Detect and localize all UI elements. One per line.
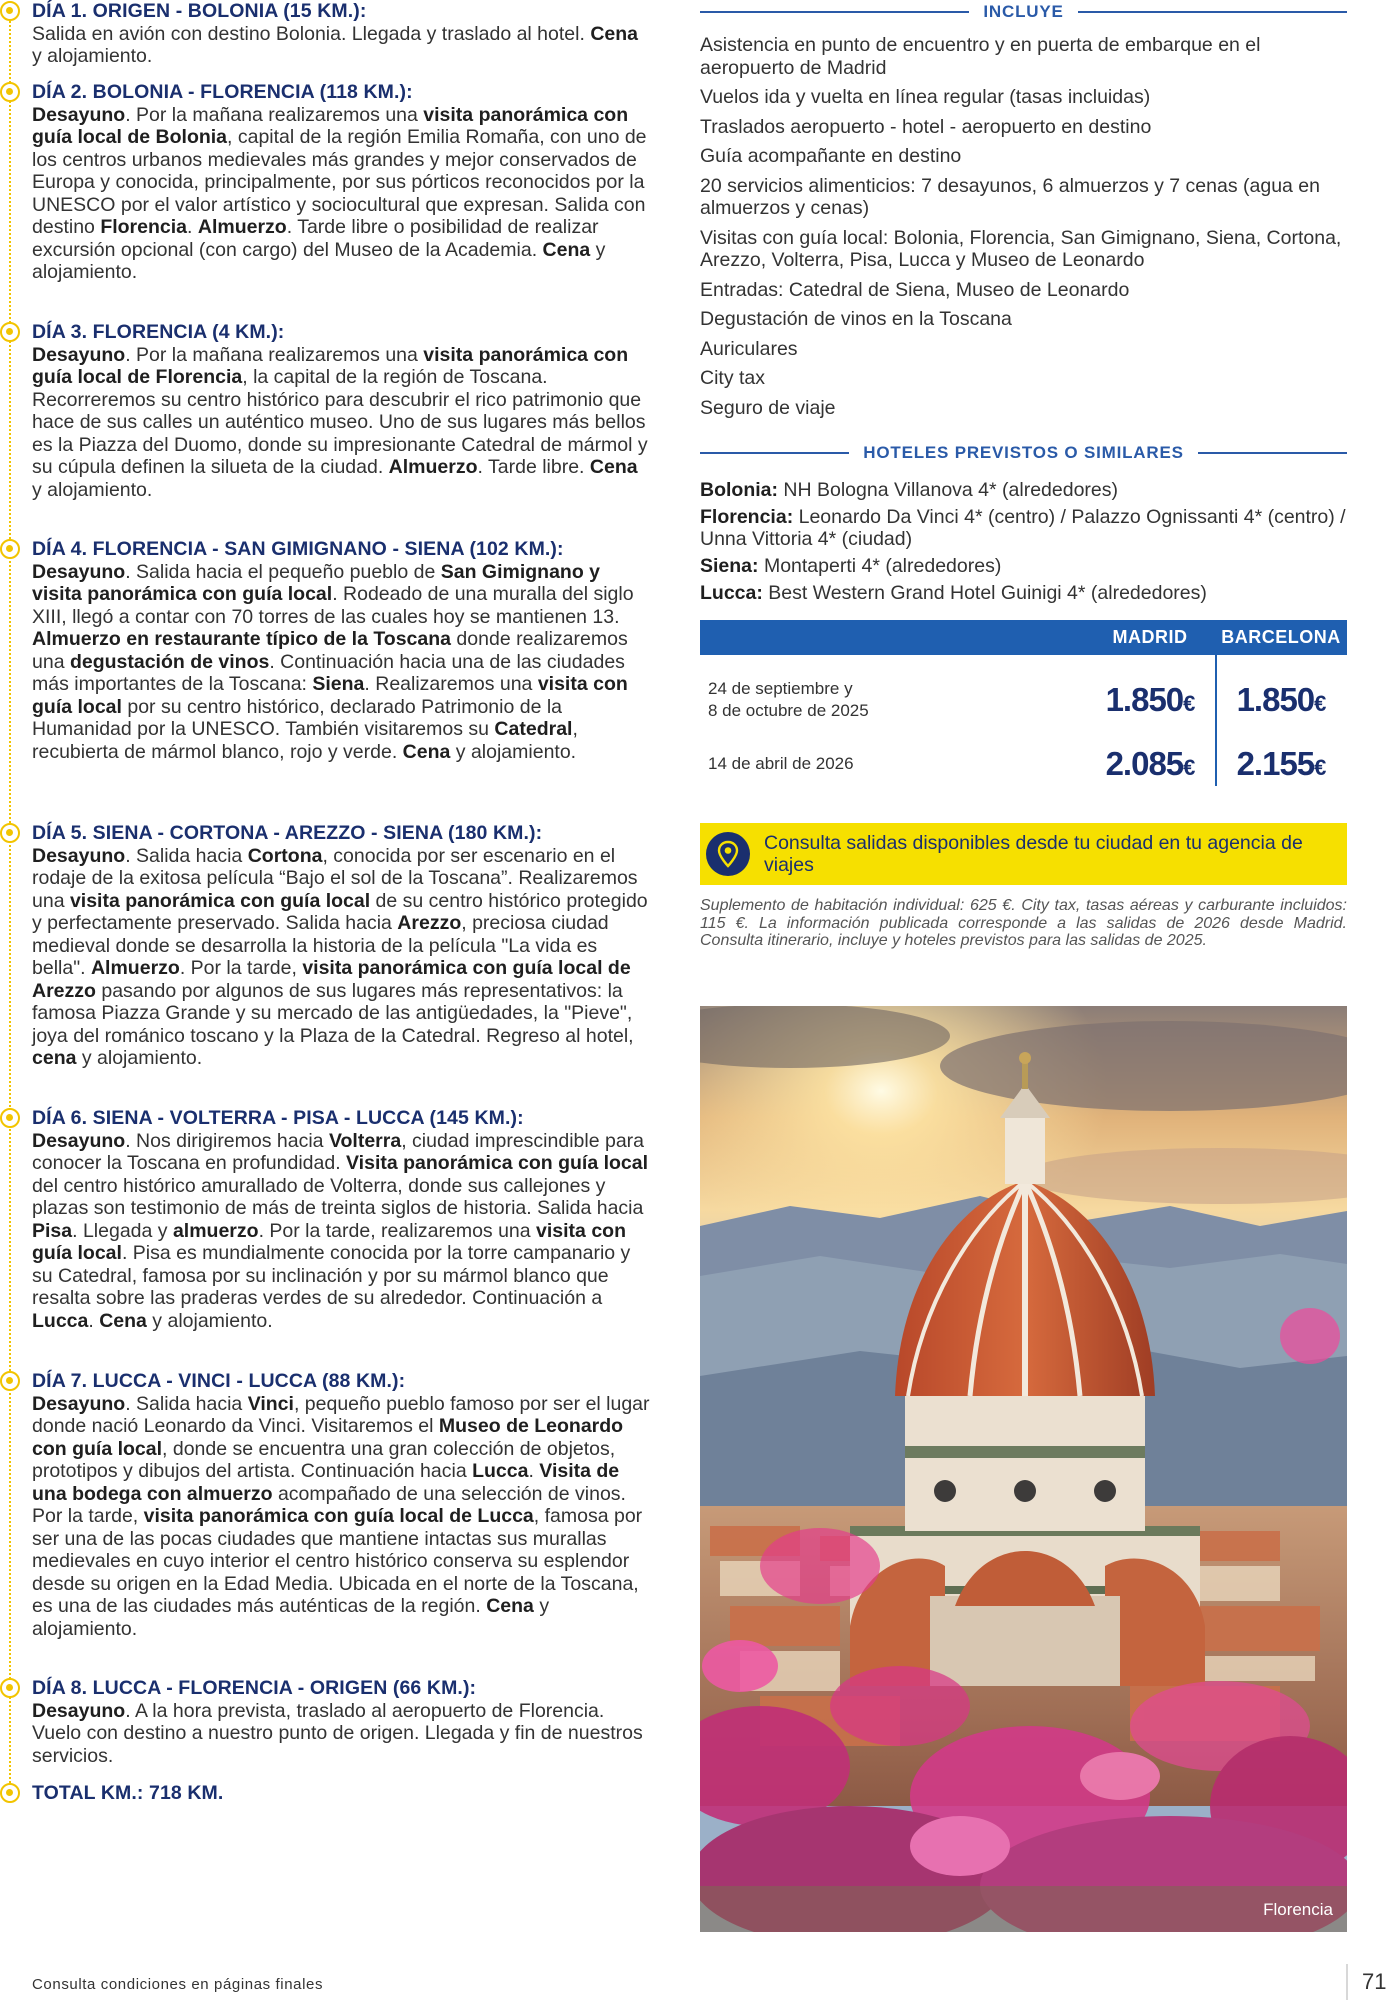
day-text: . Por la mañana realizaremos una xyxy=(125,103,424,126)
day-text: y alojamiento. xyxy=(32,478,153,501)
day-text: y alojamiento. xyxy=(76,1047,203,1069)
day-text: , preciosa ciudad medieval donde se desarrolla la historia de la película "La vida es bella". xyxy=(32,912,609,979)
hotel-item xyxy=(700,582,1347,604)
day-text-bold: Almuerzo xyxy=(388,456,478,478)
info-column xyxy=(700,0,1347,1919)
day-text-bold: visita con guía local xyxy=(32,673,628,718)
florence-duomo-photo xyxy=(700,1006,1347,1932)
day-text: . Tarde libre. xyxy=(477,456,590,478)
day-text-bold: Almuerzo xyxy=(197,216,287,238)
day-2 xyxy=(0,81,655,284)
day-text: . xyxy=(88,1309,100,1332)
column-barcelona: BARCELONA xyxy=(1221,627,1341,647)
price-date: 14 de abril de 2026 xyxy=(708,754,854,773)
incluye-item: Degustación de vinos en la Toscana xyxy=(700,308,1012,330)
day-marker-icon xyxy=(0,82,20,102)
incluye-item: Auriculares xyxy=(700,337,798,360)
day-text-bold: Desayuno xyxy=(32,1699,126,1722)
price-barcelona: 2.155€ xyxy=(1236,745,1327,782)
hotel-city: Lucca: xyxy=(700,582,763,604)
day-description xyxy=(32,104,652,284)
price-row xyxy=(700,733,1347,795)
incluye-item: Vuelos ida y vuelta en línea regular (tasas incluidas) xyxy=(700,86,1151,108)
day-text-bold: Desayuno xyxy=(32,1392,126,1415)
day-text: . xyxy=(187,216,198,238)
hoteles-heading-label: HOTELES PREVISTOS O SIMILARES xyxy=(863,443,1184,462)
day-text: . Llegada y xyxy=(72,1219,173,1242)
price-barcelona: 1.850€ xyxy=(1236,681,1327,718)
consulta-banner xyxy=(700,823,1347,885)
incluye-item: Traslados aeropuerto - hotel - aeropuerto en destino xyxy=(700,115,1152,138)
day-title: DÍA 6. SIENA - VOLTERRA - PISA - LUCCA (145 KM.): xyxy=(32,1107,524,1129)
total-km-label: TOTAL KM.: 718 KM. xyxy=(32,1782,224,1804)
day-marker-icon xyxy=(0,539,20,559)
day-text-bold: Almuerzo en restaurante típico de la Toscana xyxy=(32,628,452,650)
day-text-bold: visita panorámica con guía local de Arezzo xyxy=(32,957,631,1002)
price-madrid: 1.850€ xyxy=(1105,681,1196,718)
hotel-city: Bolonia: xyxy=(700,479,778,501)
day-text: donde realizaremos una xyxy=(32,628,628,673)
day-text: . Continuación hacia una de las ciudades más importantes de la Toscana: xyxy=(32,650,625,695)
day-4 xyxy=(0,538,655,763)
price-column-divider xyxy=(1215,655,1217,786)
photo-caption: Florencia xyxy=(1263,1900,1333,1919)
incluye-item: City tax xyxy=(700,367,766,389)
incluye-heading-label: INCLUYE xyxy=(983,2,1064,21)
day-text-bold: Florencia xyxy=(100,216,188,238)
day-1 xyxy=(0,0,655,68)
day-marker-icon xyxy=(0,1,20,21)
day-text-bold: Lucca xyxy=(472,1460,529,1482)
price-date: 24 de septiembre y 8 de octubre de 2025 xyxy=(708,679,869,720)
day-text-bold: Visita panorámica con guía local xyxy=(346,1152,649,1174)
day-text: acompañado de una selección de vinos. Por la tarde, xyxy=(32,1482,626,1527)
day-marker-icon xyxy=(0,1783,20,1803)
day-text: , pequeño pueblo famoso por ser el lugar donde nació Leonardo da Vinci. Visitaremos el xyxy=(32,1392,650,1437)
incluye-item: Entradas: Catedral de Siena, Museo de Leonardo xyxy=(700,278,1130,301)
day-description xyxy=(32,1393,652,1641)
incluye-item: Guía acompañante en destino xyxy=(700,145,962,167)
day-text-bold: Arezzo xyxy=(397,912,462,934)
day-text: , capital de la región Emilia Romaña, con uno de los centros urbanos medievales más grandes y mejor conservados de Europa y conocida, principalmente, por sus pórticos reconocidos por la UNESCO por el valor artístico y sociocultural que expresan. Salida con destino xyxy=(32,126,647,238)
day-text: . Tarde libre o posibilidad de realizar excursión opcional (con cargo) del Museo de la Academia. xyxy=(32,216,599,261)
day-text-bold: Visita de una bodega con almuerzo xyxy=(32,1460,620,1505)
day-marker-icon xyxy=(0,1108,20,1128)
day-title: DÍA 2. BOLONIA - FLORENCIA (118 KM.): xyxy=(32,81,413,103)
day-text: y alojamiento. xyxy=(32,238,606,283)
day-text-bold: Desayuno xyxy=(32,560,126,583)
day-text: . Pisa es mundialmente conocida por la torre campanario y su Catedral, famosa por su inclinación y por su mármol blanco que resalta sobre las praderas verdes de su alrededor. Continuación a xyxy=(32,1242,631,1309)
day-description xyxy=(32,23,652,68)
day-description xyxy=(32,845,652,1070)
day-marker-icon xyxy=(0,1371,20,1391)
day-title: DÍA 3. FLORENCIA (4 KM.): xyxy=(32,321,285,343)
hoteles-heading xyxy=(700,441,1347,465)
day-text-bold: visita panorámica con guía local de Bolonia xyxy=(32,103,629,148)
day-text: , donde se encuentra una gran colección de objetos, prototipos y dibujos del artista. Continuación hacia xyxy=(32,1437,616,1482)
day-title: DÍA 8. LUCCA - FLORENCIA - ORIGEN (66 KM.): xyxy=(32,1677,477,1699)
day-text: . Salida hacia el pequeño pueblo de xyxy=(125,560,441,583)
incluye-heading xyxy=(700,0,1347,24)
day-text-bold: San Gimignano y visita panorámica con guía local xyxy=(32,560,600,605)
day-text-bold: Cena xyxy=(542,238,591,261)
day-description xyxy=(32,561,652,764)
hotel-item xyxy=(700,479,1347,501)
incluye-item: Asistencia en punto de encuentro y en puerta de embarque en el aeropuerto de Madrid xyxy=(700,34,1261,79)
day-description xyxy=(32,1700,652,1768)
day-marker-icon xyxy=(0,1678,20,1698)
day-text-bold: Cena xyxy=(590,22,638,45)
footer-note: Consulta condiciones en páginas finales xyxy=(32,1976,324,1993)
price-row xyxy=(700,667,1347,733)
day-text: . Por la mañana realizaremos una xyxy=(125,343,424,366)
hotel-name: Best Western Grand Hotel Guinigi 4* (alrededores) xyxy=(762,582,1207,604)
day-text-bold: Lucca xyxy=(32,1309,89,1332)
day-text: . Rodeado de una muralla del siglo XIII, llegó a contar con 70 torres de las cuales hoy se mantienen 13. xyxy=(32,583,634,628)
day-title: DÍA 4. FLORENCIA - SAN GIMIGNANO - SIENA (102 KM.): xyxy=(32,538,564,560)
day-text: , la capital de la región de Toscana. Recorreremos su centro histórico para descubrir el rico patrimonio que hace de sus calles un auténtico museo. Uno de sus lugares más bellos es la Piazza del Duomo, donde su impresionante Catedral de mármol y su cúpula definen la silueta de la ciudad. xyxy=(32,366,648,478)
hotel-item xyxy=(700,506,1347,550)
incluye-item: Seguro de viaje xyxy=(700,396,836,419)
day-marker-icon xyxy=(0,823,20,843)
day-text-bold: Catedral xyxy=(494,718,573,740)
day-7 xyxy=(0,1370,655,1640)
day-text-bold: visita panorámica con guía local xyxy=(69,889,371,912)
column-madrid: MADRID xyxy=(1112,627,1188,647)
day-marker-icon xyxy=(0,322,20,342)
incluye-item: Visitas con guía local: Bolonia, Florencia, San Gimignano, Siena, Cortona, Arezzo, Volterra, Pisa, Lucca y Museo de Leonardo xyxy=(700,226,1342,271)
day-text-bold: Cena xyxy=(99,1309,147,1332)
day-text: pasando por algunos de sus lugares más representativos: la famosa Piazza Grande y su mercado de las antigüedades, la "Pieve", joya del románico toscano y la Plaza de la Catedral. Regreso al hotel, xyxy=(32,979,634,1047)
price-table xyxy=(700,620,1347,795)
day-text-bold: Desayuno xyxy=(32,1129,126,1152)
incluye-item: 20 servicios alimenticios: 7 desayunos, 6 almuerzos y 7 cenas (agua en almuerzos y cenas) xyxy=(700,174,1320,219)
day-description xyxy=(32,344,652,502)
price-madrid: 2.085€ xyxy=(1105,745,1196,782)
day-text: y alojamiento. xyxy=(32,1595,550,1640)
day-text: . Realizaremos una xyxy=(364,673,538,695)
hotel-name: NH Bologna Villanova 4* (alrededores) xyxy=(778,479,1119,501)
total-km xyxy=(0,1782,655,1805)
day-text: . Salida hacia xyxy=(125,1392,248,1415)
incluye-list xyxy=(700,34,1347,419)
day-text: y alojamiento. xyxy=(146,1309,273,1332)
day-description xyxy=(32,1130,652,1333)
day-text: , famosa por ser una de las pocas ciudades que mantiene intactas sus murallas medievales en cuyo interior el centro histórico conserva su esplendor desde su origen en la Edad Media. Ubicada en el norte de la Toscana, es una de las ciudades más auténticas de la región. xyxy=(32,1505,643,1617)
day-title: DÍA 1. ORIGEN - BOLONIA (15 KM.): xyxy=(32,0,367,22)
day-5 xyxy=(0,822,655,1070)
day-text: . Salida hacia xyxy=(125,844,248,867)
day-text: , conocida por ser escenario en el rodaje de la exitosa película “Bajo el sol de la Toscana”. Realizaremos una xyxy=(32,844,638,912)
day-text-bold: Pisa xyxy=(32,1219,73,1242)
day-6 xyxy=(0,1107,655,1332)
day-text-bold: Cortona xyxy=(247,844,323,867)
day-text-bold: Volterra xyxy=(328,1129,402,1152)
day-3 xyxy=(0,321,655,501)
day-text: del centro histórico amurallado de Volterra, donde sus callejones y plazas son testimonio de más de treinta siglos de historia. Salida hacia xyxy=(32,1174,644,1219)
location-pin-icon xyxy=(706,832,750,876)
day-text-bold: Museo de Leonardo con guía local xyxy=(32,1415,624,1460)
day-text: Salida en avión con destino Bolonia. Llegada y traslado al hotel. xyxy=(32,22,591,45)
day-text-bold: Cena xyxy=(486,1595,534,1617)
hotel-name: Montaperti 4* (alrededores) xyxy=(758,555,1002,577)
day-title: DÍA 7. LUCCA - VINCI - LUCCA (88 KM.): xyxy=(32,1370,406,1392)
day-text-bold: visita con guía local xyxy=(32,1219,626,1264)
day-text-bold: Cena xyxy=(402,740,451,763)
day-text: . A la hora prevista, traslado al aeropuerto de Florencia. Vuelo con destino a nuestro punto de origen. Llegada y fin de nuestros servicios. xyxy=(32,1699,643,1767)
day-text-bold: almuerzo xyxy=(172,1219,259,1242)
price-table-header xyxy=(700,620,1347,655)
day-text-bold: visita panorámica con guía local de Lucca xyxy=(143,1505,534,1527)
day-text-bold: Cena xyxy=(589,456,638,478)
day-text: y alojamiento. xyxy=(32,45,153,67)
hotels-list xyxy=(700,479,1347,604)
day-text-bold: Almuerzo xyxy=(90,957,180,979)
day-text-bold: Vinci xyxy=(247,1392,294,1415)
day-text-bold: Desayuno xyxy=(32,343,126,366)
hotel-item xyxy=(700,555,1347,577)
day-text: . Nos dirigiremos hacia xyxy=(125,1129,329,1152)
day-text: , recubierta de mármol blanco, rojo y verde. xyxy=(32,718,578,763)
day-8 xyxy=(0,1677,655,1767)
hotel-city: Siena: xyxy=(700,555,759,577)
day-text-bold: cena xyxy=(32,1047,77,1069)
day-text-bold: visita panorámica con guía local de Florencia xyxy=(32,343,629,388)
page-number: 71 xyxy=(1362,1969,1387,1994)
hotel-name: Leonardo Da Vinci 4* (centro) / Palazzo Ognissanti 4* (centro) / Unna Vittoria 4* (ciudad) xyxy=(700,506,1346,550)
page-number-divider xyxy=(1346,1964,1348,2000)
consulta-text: Consulta salidas disponibles desde tu ciudad en tu agencia de viajes xyxy=(764,832,1303,876)
day-text: y alojamiento. xyxy=(450,740,577,763)
day-text: por su centro histórico, declarado Patrimonio de la Humanidad por la UNESCO. También visitaremos su xyxy=(32,695,563,740)
day-text-bold: Desayuno xyxy=(32,844,126,867)
day-title: DÍA 5. SIENA - CORTONA - AREZZO - SIENA (180 KM.): xyxy=(32,822,543,844)
day-text-bold: degustación de vinos xyxy=(69,650,270,673)
day-text: , ciudad imprescindible para conocer la Toscana en profundidad. xyxy=(32,1129,645,1174)
fine-print: Suplemento de habitación individual: 625 €. City tax, tasas aéreas y carburante incluidos: 115 €. La información publicada corresponde a las salidas de 2026 desde Madrid. Consulta itinerario, incluye y hoteles previstos para las salidas de 2025. xyxy=(700,897,1347,949)
day-text: . xyxy=(528,1460,540,1482)
day-text: de su centro histórico protegido y perfectamente preservado. Salida hacia xyxy=(32,889,648,934)
day-text-bold: Siena xyxy=(312,673,365,695)
day-text: . Por la tarde, xyxy=(179,957,303,979)
hotel-city: Florencia: xyxy=(700,506,794,528)
day-text: . Por la tarde, realizaremos una xyxy=(258,1219,537,1242)
day-text-bold: Desayuno xyxy=(32,103,126,126)
